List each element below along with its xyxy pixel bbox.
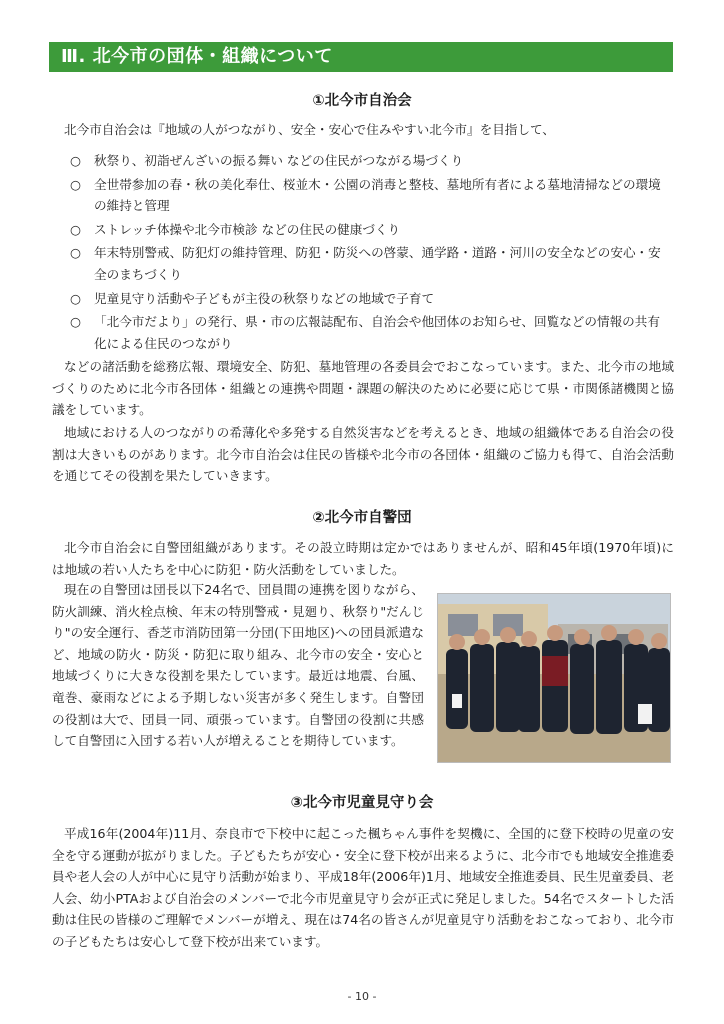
list-item-text: ストレッチ体操や北今市検診 などの住民の健康づくり [94,221,401,237]
list-item [70,219,670,241]
jichikai-intro: 北今市自治会は『地域の人がつながり、安全・安心で住みやすい北今市』を目指して、 [64,122,555,137]
jikeidan-paragraph-2: 現在の自警団は団長以下24名で、団員間の連携を図りながら、防火訓練、消火栓点検、年末の特別警戒・見廻り、秋祭り"だんじり"の安全運行、香芝市消防団第一分団(下田地区)への団員派遣など、地域の防火・防災・防犯に取り組み、北今市の安全・安心と地域づくりに大きな役割を果たしています。最近は地震、台風、竜巻、豪雨などによる予期しない災害が多く発生します。自警団の役割は大で、団員一同、頑張っています。自警団の役割に共感して自警団に入団する若い人が増えることを期待しています。 [52,582,424,749]
circle-bullet-icon: ○ [70,221,81,237]
jikeidan-group-photo [437,593,671,763]
jichikai-paragraph-2: 地域における人のつながりの希薄化や多発する自然災害などを考えるとき、地域の組織体である自治会の役割は大きいものがあります。北今市自治会は住民の皆様や北今市の各団体・組織のご協力も得て、自治会活動を通じてその役割を果たしていきます。 [52,425,674,484]
list-item [70,174,670,217]
jikeidan-title: ②北今市自警団 [312,510,412,526]
circle-bullet-icon: ○ [70,176,81,192]
list-item-text: 児童見守り活動や子どもが主役の秋祭りなどの地域で子育て [94,290,435,306]
jichikai-title: ①北今市自治会 [312,93,412,109]
list-item [70,150,670,172]
page-number: - 10 - [347,990,377,1003]
jichikai-paragraph-1: などの諸活動を総務広報、環境安全、防犯、墓地管理の各委員会でおこなっています。また、北今市の地域づくりのために北今市各団体・組織との連携や問題・課題の解決のために必要に応じて県・市関係諸機関と協議をしています。 [52,359,674,418]
list-item-text: 全世帯参加の春・秋の美化奉仕、桜並木・公園の消毒と整枝、墓地所有者による墓地清掃などの環境の維持と管理 [94,176,661,214]
circle-bullet-icon: ○ [70,153,81,168]
mimamori-title: ③北今市児童見守り会 [290,795,434,811]
list-item [70,288,670,310]
list-item [70,242,670,285]
list-item-text: 秋祭り、初詣ぜんざいの振る舞い などの住民がつながる場づくり [94,153,464,168]
list-item [70,311,670,354]
circle-bullet-icon: ○ [70,245,81,261]
jikeidan-paragraph-1: 北今市自治会に自警団組織があります。その設立時期は定かではありませんが、昭和45年頃(1970年頃)には地域の若い人たちを中心に防犯・防火活動をしていました。 [52,540,674,577]
circle-bullet-icon: ○ [70,290,81,306]
mimamori-paragraph-1: 平成16年(2004年)11月、奈良市で下校中に起こった楓ちゃん事件を契機に、全国的に登下校時の児童の安全を守る運動が拡がりました。子どもたちが安心・安全に登下校が出来るように、北今市でも地域安全推進委員や老人会の人が中心に見守り活動が始まり、平成18年(2006年)1月、地域安全推進委員、民生児童委員、老人会、幼小PTAおよび自治会のメンバーで北今市児童見守り会が正式に発足しました。54名でスタートした活動は住民の皆様のご理解でメンバーが増え、現在は74名の皆さんが児童見守り活動をおこなっており、北今市の子どもたちは安心して登下校が出来ています。 [52,826,674,949]
section-header: Ⅲ. 北今市の団体・組織について [49,42,673,72]
list-item-text: 年末特別警戒、防犯灯の維持管理、防犯・防災への啓蒙、通学路・道路・河川の安全などの安心・安全のまちづくり [94,245,661,282]
circle-bullet-icon: ○ [70,314,81,330]
list-item-text: 「北今市だより」の発行、県・市の広報誌配布、自治会や他団体のお知らせ、回覧などの情報の共有化による住民のつながり [94,314,660,351]
jichikai-activity-list [70,150,670,356]
